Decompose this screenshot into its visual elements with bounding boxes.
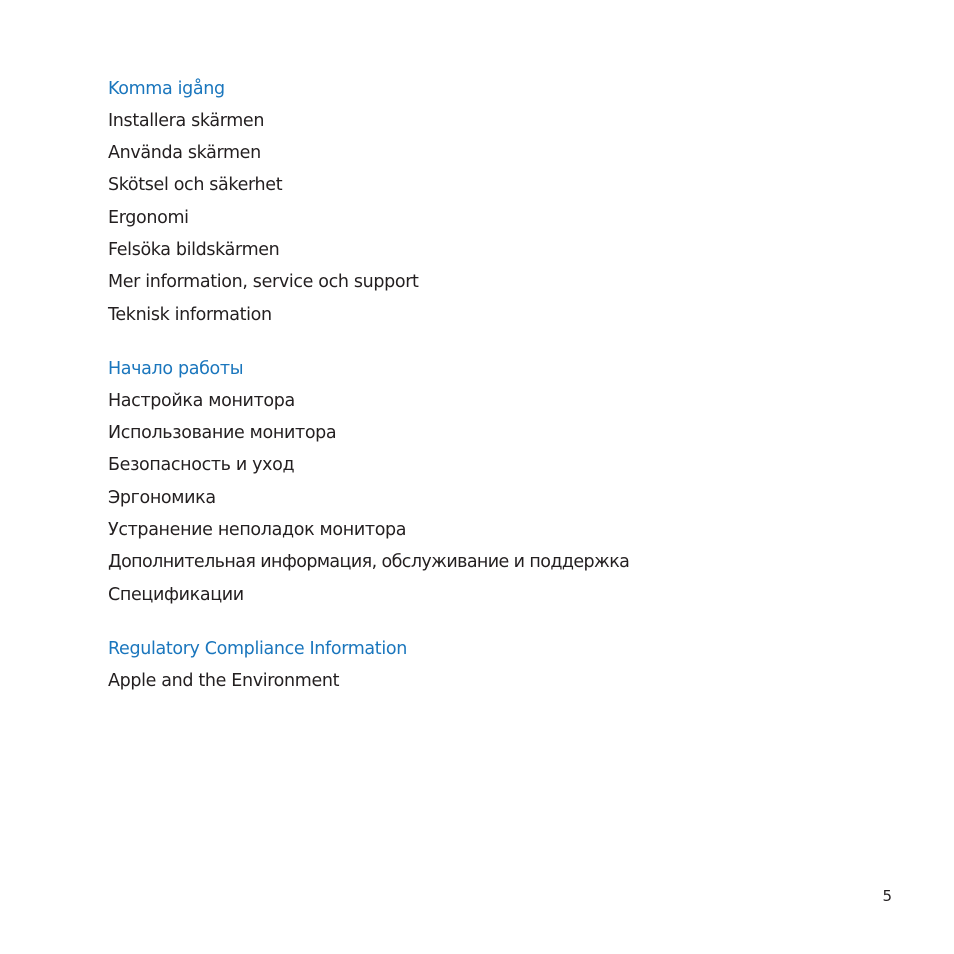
toc-entry[interactable]: [0, 550, 800, 574]
toc-heading-title: Regulatory Compliance Information: [108, 639, 407, 659]
toc-entry[interactable]: [0, 453, 800, 477]
page-number: 5: [882, 887, 892, 905]
toc-entry-title: Skötsel och säkerhet: [108, 175, 283, 195]
toc-entry-title: Felsöka bildskärmen: [108, 240, 280, 260]
toc-entry[interactable]: [0, 421, 800, 445]
toc-entry-title: Apple and the Environment: [108, 671, 340, 691]
toc-entry[interactable]: [0, 486, 800, 510]
toc-entry[interactable]: [0, 583, 800, 607]
toc-entry-title: Mer information, service och support: [108, 272, 419, 292]
toc-entry-title: Дополнительная информация, обслуживание и поддержка: [108, 552, 630, 572]
toc-entry[interactable]: [0, 303, 800, 327]
toc-entry-title: Устранение неполадок монитора: [108, 520, 407, 540]
toc-entry-title: Ergonomi: [108, 208, 189, 228]
toc-entry-title: Använda skärmen: [108, 143, 261, 163]
toc-entry[interactable]: [0, 173, 800, 197]
toc-entry-heading[interactable]: [0, 77, 800, 101]
toc-entry[interactable]: [0, 669, 800, 693]
toc-heading-title: Начало работы: [108, 359, 244, 379]
toc-entry[interactable]: [0, 518, 800, 542]
toc-entry-title: Настройка монитора: [108, 391, 295, 411]
toc-entry[interactable]: [0, 109, 800, 133]
toc-entry-title: Использование монитора: [108, 423, 337, 443]
toc-entry[interactable]: [0, 141, 800, 165]
toc-entry-heading[interactable]: [0, 637, 800, 661]
toc-entry-title: Спецификации: [108, 585, 244, 605]
toc-entry[interactable]: [0, 389, 800, 413]
toc-entry-heading[interactable]: [0, 357, 800, 381]
toc-entry[interactable]: [0, 206, 800, 230]
toc-entry-title: Teknisk information: [108, 305, 272, 325]
toc-entry-title: Эргономика: [108, 488, 216, 508]
toc-entry-title: Installera skärmen: [108, 111, 265, 131]
toc-heading-title: Komma igång: [108, 79, 225, 99]
toc-entry[interactable]: [0, 238, 800, 262]
toc-entry-title: Безопасность и уход: [108, 455, 295, 475]
toc-entry[interactable]: [0, 270, 800, 294]
